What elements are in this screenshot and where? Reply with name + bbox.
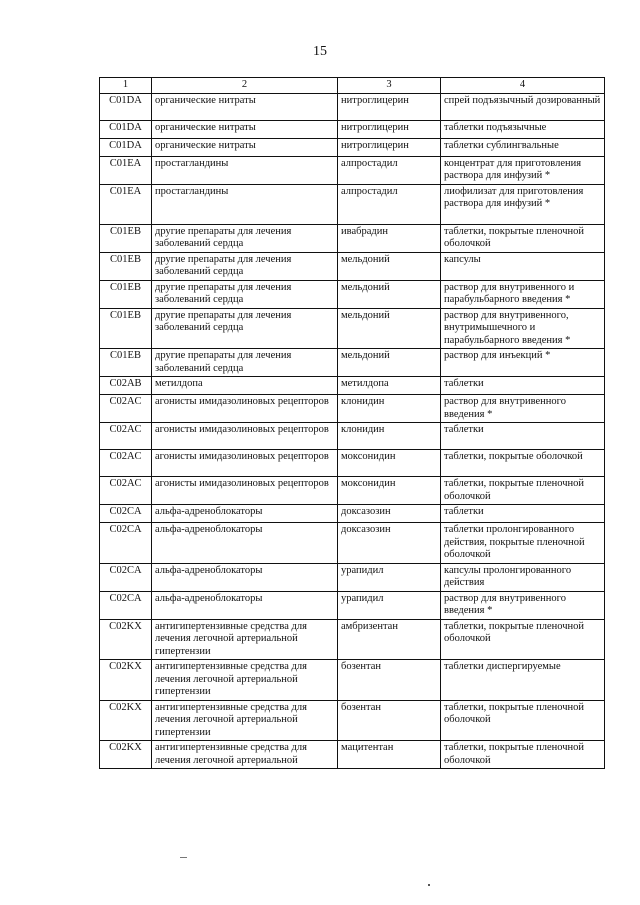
header-row <box>100 78 605 94</box>
form-cell: лиофилизат для приготовления раствора для инфузий * <box>441 184 605 224</box>
code-cell: C02AC <box>100 450 152 477</box>
form-cell: раствор для внутривенного, внутримышечного и парабульбарного введения * <box>441 308 605 349</box>
stray-dash-mark <box>180 857 187 858</box>
substance-cell: ивабрадин <box>338 224 441 252</box>
table-row <box>100 523 605 564</box>
code-cell: C01EB <box>100 280 152 308</box>
group-cell: другие препараты для лечения заболеваний сердца <box>152 349 338 377</box>
form-cell: раствор для внутривенного введения * <box>441 591 605 619</box>
form-cell: таблетки пролонгированного действия, покрытые пленочной оболочкой <box>441 523 605 564</box>
group-cell: антигипертензивные средства для лечения легочной артериальной <box>152 741 338 769</box>
form-cell: таблетки подъязычные <box>441 120 605 138</box>
form-cell: таблетки, покрытые пленочной оболочкой <box>441 619 605 660</box>
substance-cell: доксазозин <box>338 505 441 523</box>
group-cell: органические нитраты <box>152 93 338 120</box>
group-cell: другие препараты для лечения заболеваний сердца <box>152 308 338 349</box>
group-cell: альфа-адреноблокаторы <box>152 591 338 619</box>
substance-cell: бозентан <box>338 660 441 701</box>
substance-cell: клонидин <box>338 423 441 450</box>
code-cell: C02CA <box>100 591 152 619</box>
code-cell: C02KX <box>100 700 152 741</box>
header-col-2: 2 <box>152 78 338 94</box>
group-cell: антигипертензивные средства для лечения легочной артериальной гипертензии <box>152 700 338 741</box>
substance-cell: нитроглицерин <box>338 93 441 120</box>
form-cell: раствор для внутривенного введения * <box>441 395 605 423</box>
form-cell: таблетки диспергируемые <box>441 660 605 701</box>
header-col-3: 3 <box>338 78 441 94</box>
table-header <box>100 78 605 94</box>
group-cell: альфа-адреноблокаторы <box>152 523 338 564</box>
substance-cell: мельдоний <box>338 349 441 377</box>
table-row <box>100 423 605 450</box>
code-cell: C01DA <box>100 138 152 156</box>
group-cell: простагландины <box>152 156 338 184</box>
substance-cell: мацитентан <box>338 741 441 769</box>
code-cell: C02AC <box>100 395 152 423</box>
substance-cell: алпростадил <box>338 156 441 184</box>
table-row <box>100 156 605 184</box>
table-row <box>100 377 605 395</box>
form-cell: раствор для инъекций * <box>441 349 605 377</box>
drug-table <box>99 77 605 769</box>
code-cell: C02KX <box>100 619 152 660</box>
code-cell: C01EB <box>100 308 152 349</box>
substance-cell: клонидин <box>338 395 441 423</box>
header-col-1: 1 <box>100 78 152 94</box>
group-cell: простагландины <box>152 184 338 224</box>
table-row <box>100 308 605 349</box>
group-cell: другие препараты для лечения заболеваний сердца <box>152 252 338 280</box>
substance-cell: нитроглицерин <box>338 138 441 156</box>
table-row <box>100 563 605 591</box>
code-cell: C02AC <box>100 477 152 505</box>
substance-cell: доксазозин <box>338 523 441 564</box>
group-cell: метилдопа <box>152 377 338 395</box>
code-cell: C01EA <box>100 156 152 184</box>
substance-cell: моксонидин <box>338 477 441 505</box>
table-row <box>100 591 605 619</box>
form-cell: таблетки, покрытые пленочной оболочкой <box>441 700 605 741</box>
page-number: 15 <box>313 44 327 59</box>
table-row <box>100 93 605 120</box>
table-row <box>100 450 605 477</box>
stray-dot-mark <box>428 884 430 886</box>
group-cell: агонисты имидазолиновых рецепторов <box>152 477 338 505</box>
substance-cell: алпростадил <box>338 184 441 224</box>
code-cell: C01EB <box>100 224 152 252</box>
table-row <box>100 138 605 156</box>
table-row <box>100 477 605 505</box>
code-cell: C02KX <box>100 741 152 769</box>
form-cell: концентрат для приготовления раствора для инфузий * <box>441 156 605 184</box>
table-row <box>100 280 605 308</box>
form-cell: таблетки <box>441 377 605 395</box>
substance-cell: урапидил <box>338 563 441 591</box>
group-cell: органические нитраты <box>152 138 338 156</box>
form-cell: раствор для внутривенного и парабульбарного введения * <box>441 280 605 308</box>
substance-cell: нитроглицерин <box>338 120 441 138</box>
code-cell: C01EB <box>100 252 152 280</box>
code-cell: C02CA <box>100 563 152 591</box>
table-row <box>100 700 605 741</box>
table-body <box>100 93 605 769</box>
group-cell: агонисты имидазолиновых рецепторов <box>152 395 338 423</box>
table-row <box>100 349 605 377</box>
code-cell: C02AB <box>100 377 152 395</box>
substance-cell: бозентан <box>338 700 441 741</box>
code-cell: C01EA <box>100 184 152 224</box>
code-cell: C01DA <box>100 120 152 138</box>
group-cell: альфа-адреноблокаторы <box>152 505 338 523</box>
group-cell: другие препараты для лечения заболеваний сердца <box>152 280 338 308</box>
group-cell: другие препараты для лечения заболеваний сердца <box>152 224 338 252</box>
table-row <box>100 395 605 423</box>
form-cell: таблетки <box>441 505 605 523</box>
form-cell: спрей подъязычный дозированный <box>441 93 605 120</box>
substance-cell: моксонидин <box>338 450 441 477</box>
code-cell: C02CA <box>100 505 152 523</box>
group-cell: антигипертензивные средства для лечения легочной артериальной гипертензии <box>152 660 338 701</box>
group-cell: агонисты имидазолиновых рецепторов <box>152 450 338 477</box>
substance-cell: мельдоний <box>338 252 441 280</box>
form-cell: таблетки сублингвальные <box>441 138 605 156</box>
form-cell: капсулы <box>441 252 605 280</box>
table-row <box>100 224 605 252</box>
form-cell: капсулы пролонгированного действия <box>441 563 605 591</box>
group-cell: агонисты имидазолиновых рецепторов <box>152 423 338 450</box>
table-row <box>100 660 605 701</box>
code-cell: C02KX <box>100 660 152 701</box>
table-row <box>100 184 605 224</box>
substance-cell: мельдоний <box>338 308 441 349</box>
substance-cell: мельдоний <box>338 280 441 308</box>
code-cell: C02CA <box>100 523 152 564</box>
substance-cell: метилдопа <box>338 377 441 395</box>
group-cell: органические нитраты <box>152 120 338 138</box>
code-cell: C01DA <box>100 93 152 120</box>
table-row <box>100 619 605 660</box>
header-col-4: 4 <box>441 78 605 94</box>
form-cell: таблетки, покрытые пленочной оболочкой <box>441 741 605 769</box>
table-row <box>100 252 605 280</box>
table-row <box>100 505 605 523</box>
form-cell: таблетки, покрытые пленочной оболочкой <box>441 477 605 505</box>
form-cell: таблетки <box>441 423 605 450</box>
group-cell: антигипертензивные средства для лечения легочной артериальной гипертензии <box>152 619 338 660</box>
code-cell: C02AC <box>100 423 152 450</box>
substance-cell: урапидил <box>338 591 441 619</box>
form-cell: таблетки, покрытые пленочной оболочкой <box>441 224 605 252</box>
substance-cell: амбризентан <box>338 619 441 660</box>
table-row <box>100 741 605 769</box>
form-cell: таблетки, покрытые оболочкой <box>441 450 605 477</box>
group-cell: альфа-адреноблокаторы <box>152 563 338 591</box>
table-row <box>100 120 605 138</box>
code-cell: C01EB <box>100 349 152 377</box>
